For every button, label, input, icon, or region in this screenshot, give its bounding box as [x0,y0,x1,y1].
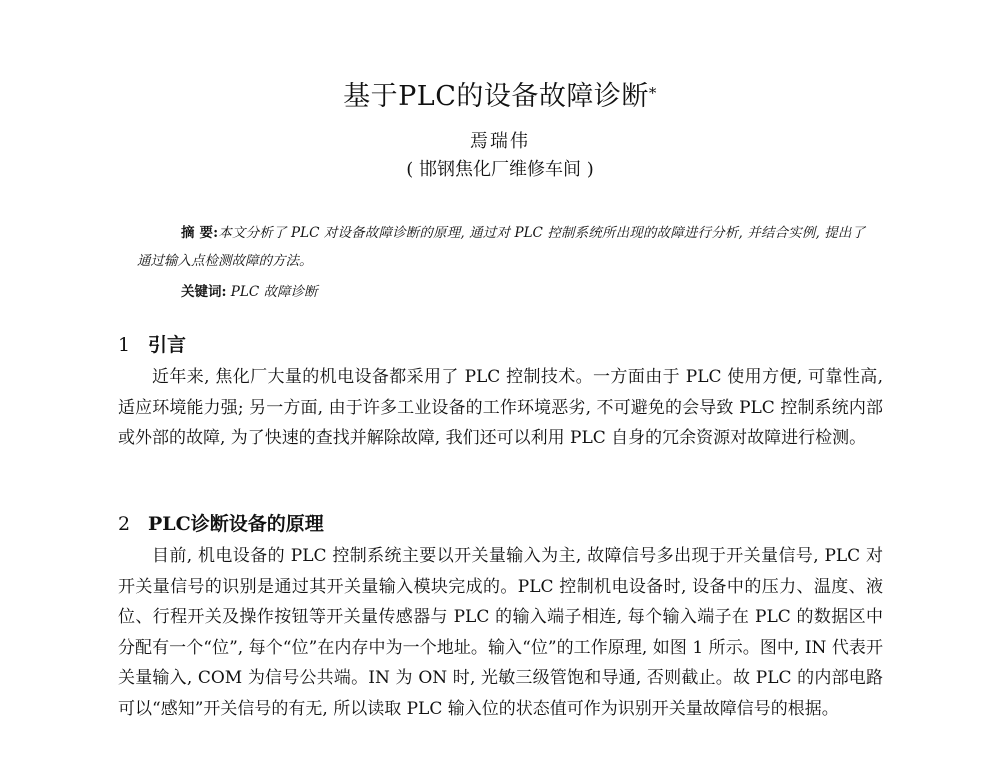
title-footnote-mark: * [648,84,657,102]
abstract [137,219,865,275]
author-affiliation: ( 邯钢焦化厂维修车间 ) [406,159,594,180]
section-title: 引言 [148,334,187,356]
keywords [181,278,317,306]
section-paragraph-introduction: 近年来, 焦化厂大量的机电设备都采用了 PLC 控制技术。一方面由于 PLC 使用方便, 可靠性高, 适应环境能力强; 另一方面, 由于许多工业设备的工作环境恶劣, 不可避免的会导致 PLC 控制系统内部或外部的故障, 为了快速的查找并解除故障, 我们还可以利用 PLC 自身的冗余资源对故障进行检测。 [118,367,883,448]
section-heading-introduction [118,332,186,358]
keywords-label: 关键词: [181,284,227,300]
keywords-values: PLC 故障诊断 [230,284,318,300]
section-number: 2 [118,513,131,535]
article-title [0,80,1000,114]
author-name: 焉瑞伟 [470,131,530,152]
abstract-label: 摘 要: [181,225,219,241]
section-heading-principle [118,511,324,537]
section-paragraph-principle: 目前, 机电设备的 PLC 控制系统主要以开关量输入为主, 故障信号多出现于开关量信号, PLC 对开关量信号的识别是通过其开关量输入模块完成的。PLC 控制机电设备时, 设备中的压力、温度、液位、行程开关及操作按钮等开关量传感器与 PLC 的输入端子相连, 每个输入端子在 PLC 的数据区中分配有一个“位”, 每个“位”在内存中为一个地址。输入“位”的工作原理, 如图 1 所示。图中, IN 代表开关量输入, COM 为信号公共端。IN 为 ON 时, 光敏三级管饱和导通, 否则截止。故 PLC 的内部电路可以“感知”开关信号的有无, 所以读取 PLC 输入位的状态值可作为识别开关量故障信号的根据。 [118,546,883,719]
abstract-text: 本文分析了 PLC 对设备故障诊断的原理, 通过对 PLC 控制系统所出现的故障进行分析, 并结合实例, 提出了通过输入点检测故障的方法。 [137,225,866,269]
article-title-text: 基于PLC的设备故障诊断 [343,81,649,112]
section-title: PLC诊断设备的原理 [148,513,324,535]
section-number: 1 [118,334,131,356]
